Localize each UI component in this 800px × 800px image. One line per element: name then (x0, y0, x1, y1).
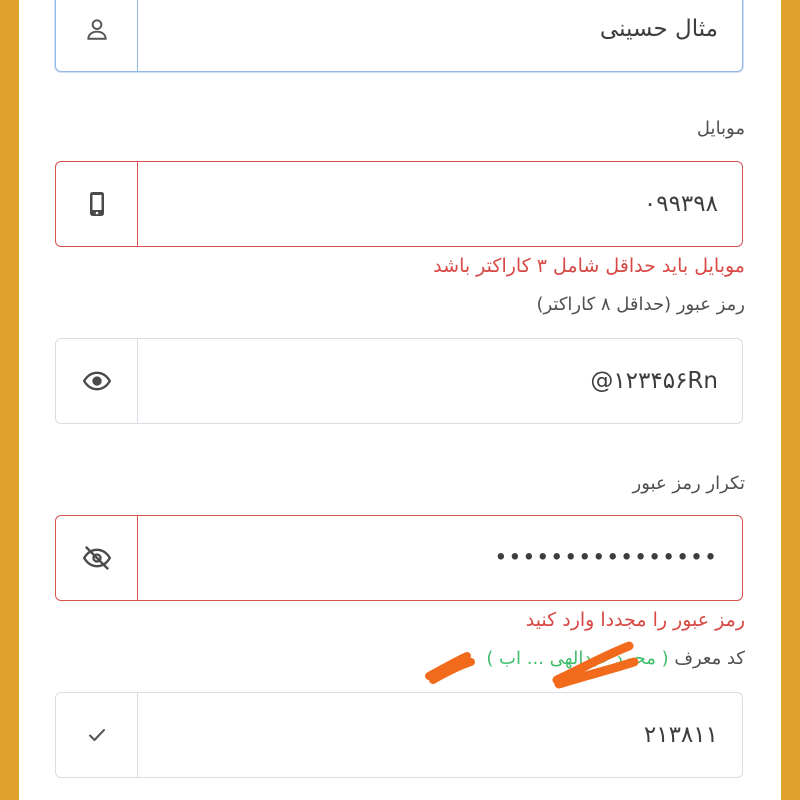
mobile-error: موبایل باید حداقل شامل ۳ کاراکتر باشد (433, 255, 745, 277)
referral-icon-box (56, 693, 138, 777)
redaction-scribble (419, 640, 649, 690)
user-icon (84, 16, 110, 42)
mobile-label: موبایل (696, 118, 745, 139)
password-repeat-value: •••••••••••••••• (494, 545, 718, 571)
password-label: رمز عبور (حداقل ۸ کاراکتر) (536, 294, 745, 315)
password-value: ۱۲۳۴۵۶Rn@ (590, 368, 718, 394)
mobile-value: ۰۹۹۳۹۸ (643, 191, 718, 217)
password-repeat-field[interactable] (55, 515, 743, 601)
password-repeat-error: رمز عبور را مجددا وارد کنید (525, 609, 745, 631)
password-icon-box[interactable] (56, 339, 138, 423)
password-field[interactable] (55, 338, 743, 424)
referral-value: ۲۱۳۸۱۱ (643, 722, 718, 748)
password-repeat-label: تکرار رمز عبور (632, 473, 745, 494)
password-repeat-icon-box[interactable] (56, 516, 138, 600)
eye-icon[interactable] (83, 370, 111, 392)
eye-slash-icon[interactable] (83, 546, 111, 570)
referrer-name-link[interactable]: ( محمد عبدالهی ... اب ) (486, 648, 669, 669)
name-field[interactable] (55, 0, 743, 72)
mobile-icon-box (56, 162, 138, 246)
name-value: مثال حسینی (599, 16, 718, 42)
form-card (19, 0, 781, 800)
mobile-field[interactable] (55, 161, 743, 247)
referral-label: کد معرف (674, 648, 745, 669)
check-icon (87, 727, 107, 743)
referral-field[interactable] (55, 692, 743, 778)
name-icon-box (56, 0, 138, 71)
mobile-phone-icon (85, 190, 109, 218)
